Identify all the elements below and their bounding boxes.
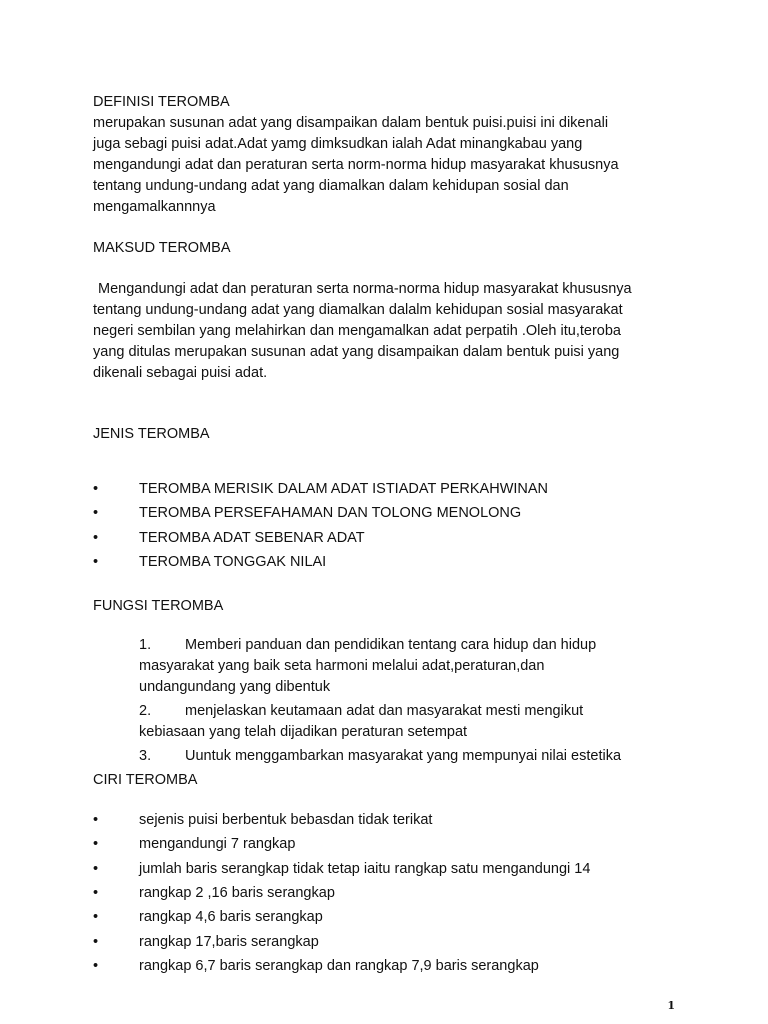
text-line: mengandungi adat dan peraturan serta norm-norma hidup masyarakat khususnya bbox=[93, 157, 619, 173]
list-item: • rangkap 2 ,16 baris serangkap bbox=[93, 881, 693, 905]
paragraph-maksud bbox=[93, 279, 693, 384]
text-line: dikenali sebagai puisi adat. bbox=[93, 365, 268, 381]
section-ciri bbox=[93, 770, 693, 978]
page-number: 1 bbox=[667, 999, 675, 1012]
fungsi-list bbox=[93, 635, 693, 767]
heading-ciri: CIRI TEROMBA bbox=[93, 772, 198, 789]
bullet-icon: • bbox=[93, 505, 99, 522]
text-line: Mengandungi adat dan peraturan serta norma-norma hidup masyarakat khususnya bbox=[98, 281, 632, 297]
list-item: • mengandungi 7 rangkap bbox=[93, 832, 693, 856]
jenis-list bbox=[93, 477, 693, 574]
list-item: • TEROMBA MERISIK DALAM ADAT ISTIADAT PERKAHWINAN bbox=[93, 477, 693, 501]
heading-definisi: DEFINISI TEROMBA bbox=[93, 94, 230, 110]
heading-fungsi: FUNGSI TEROMBA bbox=[93, 598, 224, 615]
text-line: merupakan susunan adat yang disampaikan dalam bentuk puisi.puisi ini dikenali bbox=[93, 115, 609, 131]
list-item: 3. Uuntuk menggambarkan masyarakat yang mempunyai nilai estetika bbox=[139, 746, 693, 767]
list-item: • TEROMBA ADAT SEBENAR ADAT bbox=[93, 526, 693, 550]
section-fungsi bbox=[93, 596, 693, 767]
text-line: juga sebagi puisi adat.Adat yamg dimksudkan ialah Adat minangkabau yang bbox=[93, 136, 583, 152]
bullet-icon: • bbox=[93, 812, 99, 829]
bullet-icon: • bbox=[93, 860, 99, 877]
list-item: • rangkap 4,6 baris serangkap bbox=[93, 905, 693, 929]
list-item: • rangkap 6,7 baris serangkap dan rangkap 7,9 baris serangkap bbox=[93, 954, 693, 978]
bullet-icon: • bbox=[93, 909, 99, 926]
ciri-list bbox=[93, 808, 693, 978]
heading-jenis: JENIS TEROMBA bbox=[93, 426, 210, 442]
paragraph-definisi bbox=[93, 113, 693, 218]
text-line: mengamalkannnya bbox=[93, 199, 216, 215]
list-item: • sejenis puisi berbentuk bebasdan tidak terikat bbox=[93, 808, 693, 832]
bullet-icon: • bbox=[93, 957, 99, 974]
bullet-icon: • bbox=[93, 885, 99, 902]
list-item: • rangkap 17,baris serangkap bbox=[93, 930, 693, 954]
document-page bbox=[93, 92, 693, 978]
text-line: negeri sembilan yang melahirkan dan mengamalkan adat perpatih .Oleh itu,teroba bbox=[93, 323, 621, 339]
text-line: tentang undung-undang adat yang diamalkan dalalm kehidupan sosial masyarakat bbox=[93, 302, 623, 318]
section-maksud bbox=[93, 238, 693, 384]
bullet-icon: • bbox=[93, 553, 99, 570]
list-item: • TEROMBA TONGGAK NILAI bbox=[93, 550, 693, 574]
list-item: • jumlah baris serangkap tidak tetap iaitu rangkap satu mengandungi 14 bbox=[93, 857, 693, 881]
section-definisi bbox=[93, 92, 693, 218]
bullet-icon: • bbox=[93, 933, 99, 950]
bullet-icon: • bbox=[93, 481, 99, 497]
heading-maksud: MAKSUD TEROMBA bbox=[93, 240, 231, 256]
item-number: 1. bbox=[139, 637, 152, 654]
text-line: tentang undung-undang adat yang diamalkan dalam kehidupan sosial dan bbox=[93, 178, 569, 194]
text-line: yang ditulas merupakan susunan adat yang disampaikan dalam bentuk puisi yang bbox=[93, 344, 620, 360]
item-number: 3. bbox=[139, 748, 152, 765]
bullet-icon: • bbox=[93, 529, 99, 546]
list-item: • TEROMBA PERSEFAHAMAN DAN TOLONG MENOLONG bbox=[93, 501, 693, 525]
section-jenis bbox=[93, 424, 693, 574]
list-item: 1. Memberi panduan dan pendidikan tentang cara hidup dan hidup masyarakat yang baik seta harmoni melalui adat,peraturan,dan undangundang yang dibentuk bbox=[139, 637, 597, 696]
item-number: 2. bbox=[139, 703, 152, 720]
bullet-icon: • bbox=[93, 836, 99, 853]
list-item: 2. menjelaskan keutamaan adat dan masyarakat mesti mengikut kebiasaan yang telah dijadikan peraturan setempat bbox=[139, 703, 584, 741]
